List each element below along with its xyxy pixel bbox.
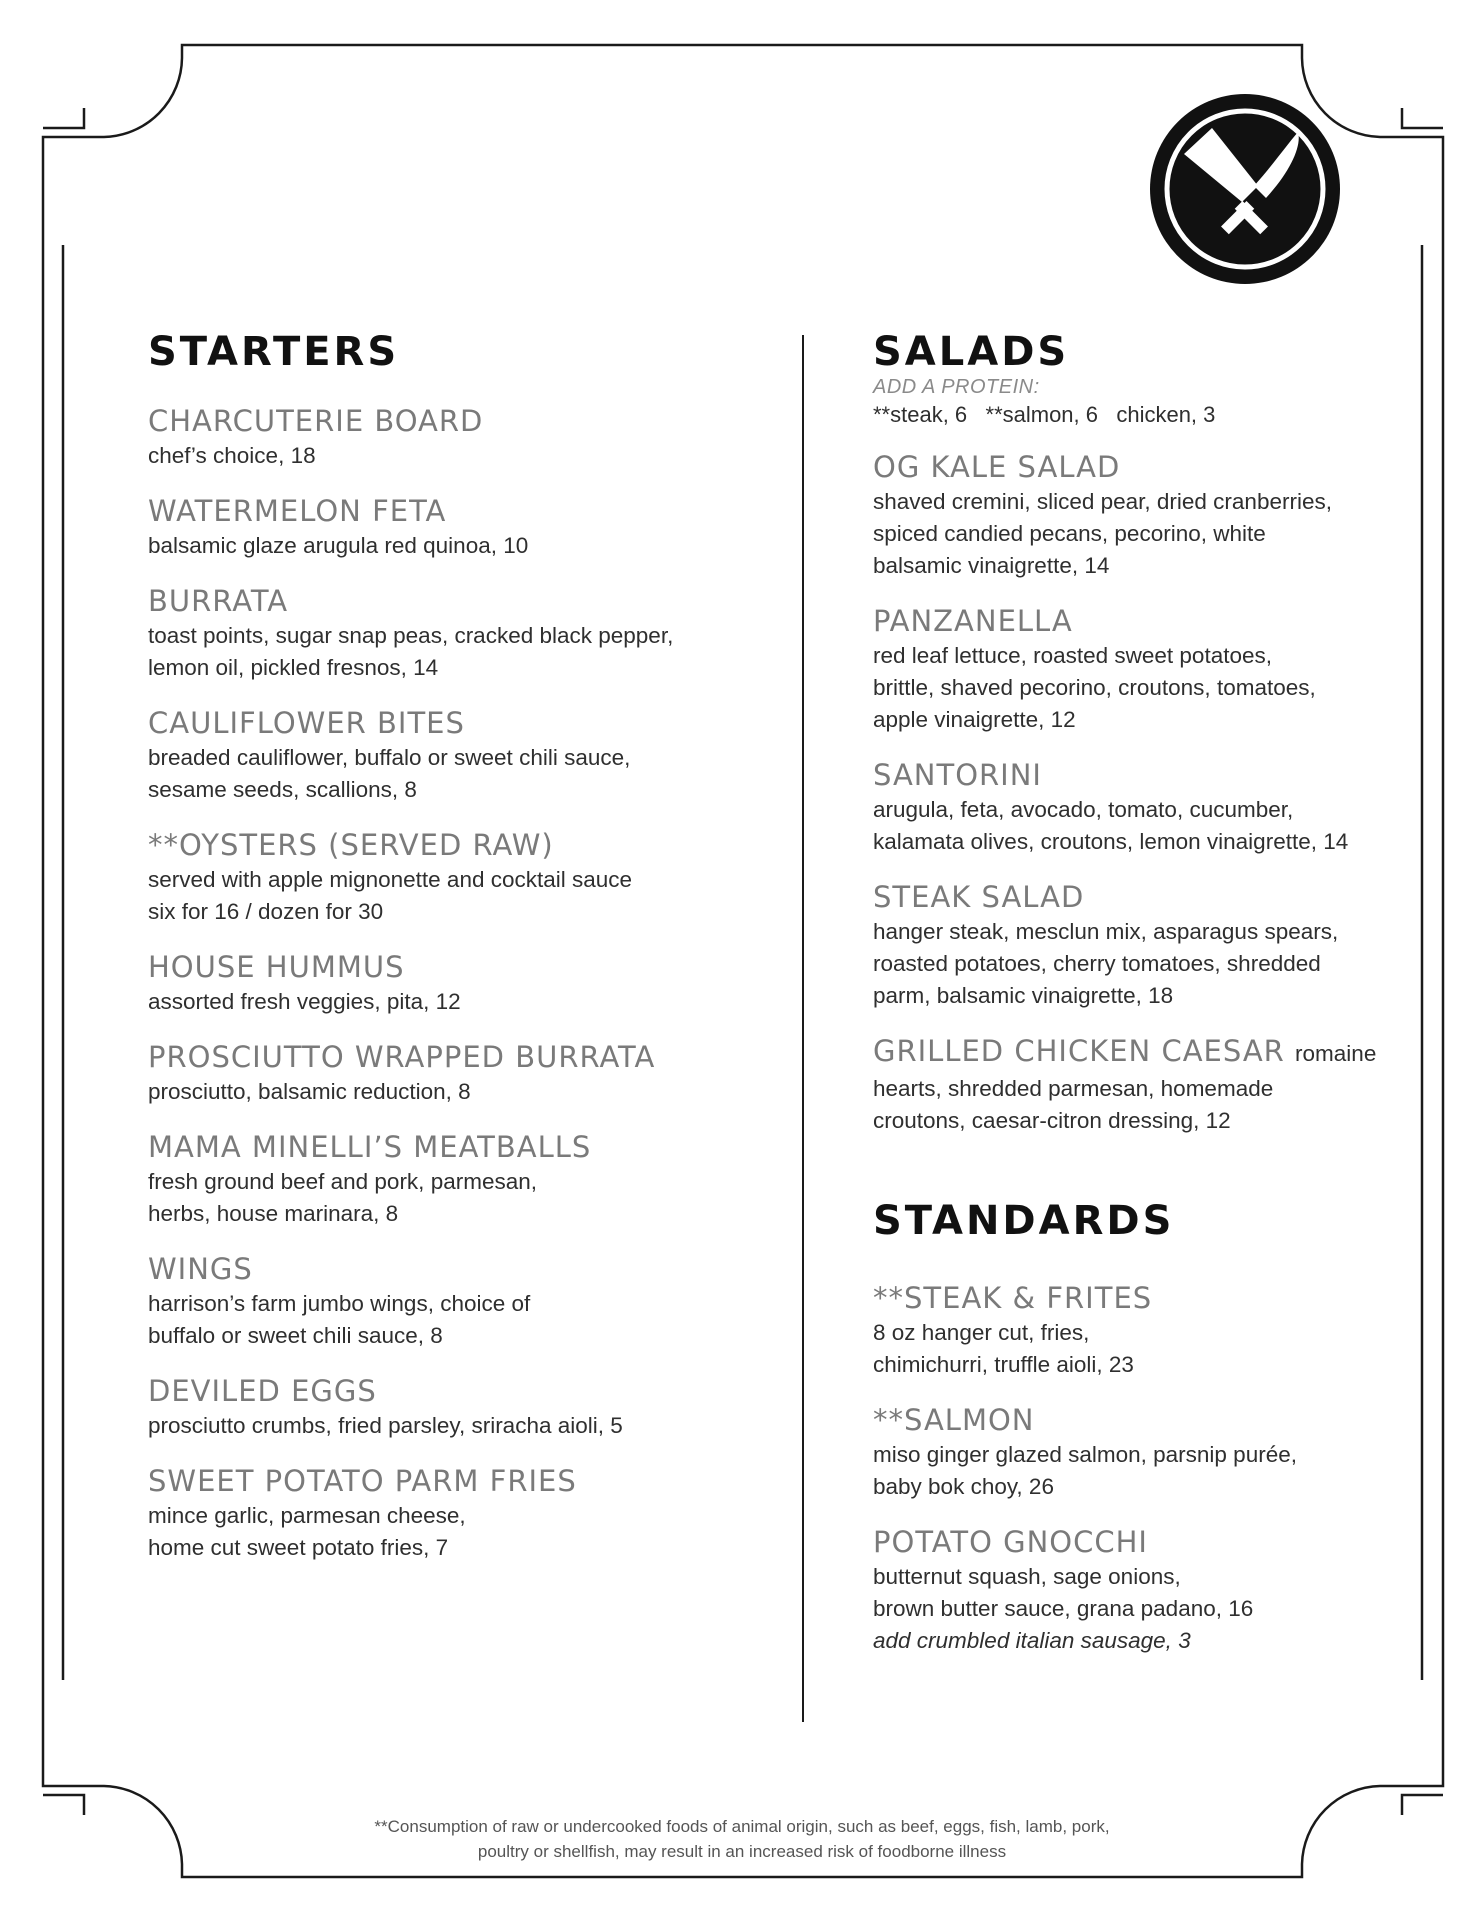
menu-item [148, 582, 768, 684]
menu-item-name [873, 1401, 1413, 1439]
menu-item-description [148, 1410, 768, 1442]
left-column [148, 322, 768, 1564]
menu-item-name-text: SANTORINI [873, 758, 1042, 792]
menu-item-name-text: HOUSE HUMMUS [148, 950, 405, 984]
menu-item-description [148, 1166, 768, 1230]
menu-item-description-line: brittle, shaved pecorino, croutons, tomatoes, [873, 675, 1316, 700]
menu-item-name [148, 492, 768, 530]
menu-item-description-line: sesame seeds, scallions, 8 [148, 777, 417, 802]
menu-item-description-line: harrison’s farm jumbo wings, choice of [148, 1291, 531, 1316]
menu-item-description-line: spiced candied pecans, pecorino, white [873, 521, 1266, 546]
menu-item-description [873, 1073, 1413, 1137]
menu-item-description-line: assorted fresh veggies, pita, 12 [148, 989, 461, 1014]
menu-item-name-text: GRILLED CHICKEN CAESAR [873, 1034, 1285, 1068]
menu-item [873, 756, 1413, 858]
menu-item [873, 1401, 1413, 1503]
menu-item-name [148, 1250, 768, 1288]
menu-item-name-text: **STEAK & FRITES [873, 1281, 1153, 1315]
menu-item-name [148, 1372, 768, 1410]
menu-item-description [873, 486, 1413, 582]
menu-item-description-line: served with apple mignonette and cocktail sauce [148, 867, 633, 892]
menu-item [873, 1523, 1413, 1657]
menu-item [148, 704, 768, 806]
menu-item [148, 1250, 768, 1352]
menu-item-name-text: WINGS [148, 1252, 253, 1286]
menu-item-description [873, 916, 1413, 1012]
menu-item [873, 1279, 1413, 1381]
menu-item [148, 1128, 768, 1230]
menu-item-description-line: roasted potatoes, cherry tomatoes, shredded [873, 951, 1321, 976]
menu-item-description-line: toast points, sugar snap peas, cracked black pepper, [148, 623, 674, 648]
menu-item-name-text: PROSCIUTTO WRAPPED BURRATA [148, 1040, 656, 1074]
menu-item-description-line: balsamic vinaigrette, 14 [873, 553, 1110, 578]
menu-item-description [873, 794, 1413, 858]
menu-item [148, 1372, 768, 1442]
menu-item-name [148, 1462, 768, 1500]
menu-item-description-line: baby bok choy, 26 [873, 1474, 1054, 1499]
menu-item-name [873, 878, 1413, 916]
menu-item-name [873, 602, 1413, 640]
menu-item-name [148, 1038, 768, 1076]
starters-list [148, 402, 768, 1564]
menu-item-description-line: breaded cauliflower, buffalo or sweet chili sauce, [148, 745, 631, 770]
menu-item-description [148, 1288, 768, 1352]
menu-item-description-line: home cut sweet potato fries, 7 [148, 1535, 449, 1560]
footer-line: **Consumption of raw or undercooked foods of animal origin, such as beef, eggs, fish, lamb, pork, [374, 1817, 1110, 1836]
menu-item-description-line: balsamic glaze arugula red quinoa, 10 [148, 533, 529, 558]
menu-item-name-text: CAULIFLOWER BITES [148, 706, 465, 740]
menu-item-description [148, 440, 768, 472]
menu-item-name-text: **SALMON [873, 1403, 1035, 1437]
menu-item-description [148, 530, 768, 562]
menu-item-description-line: herbs, house marinara, 8 [148, 1201, 399, 1226]
menu-item-description-line: apple vinaigrette, 12 [873, 707, 1076, 732]
menu-item-description-line: shaved cremini, sliced pear, dried cranberries, [873, 489, 1332, 514]
menu-item-description [873, 640, 1413, 736]
menu-item-description [148, 986, 768, 1018]
menu-item-description-line: chimichurri, truffle aioli, 23 [873, 1352, 1134, 1377]
standards-section [873, 1191, 1413, 1657]
menu-item-description-line: hearts, shredded parmesan, homemade [873, 1076, 1274, 1101]
menu-item-name-text: STEAK SALAD [873, 880, 1085, 914]
crossed-cleavers-icon [1150, 94, 1340, 284]
menu-item-name [873, 1523, 1413, 1561]
protein-label: ADD A PROTEIN: [873, 376, 1040, 398]
menu-item-description [148, 620, 768, 684]
menu-item-name-text: BURRATA [148, 584, 289, 618]
menu-item-name-text: PANZANELLA [873, 604, 1073, 638]
menu-item-name [148, 402, 768, 440]
menu-item-name-text: OG KALE SALAD [873, 450, 1121, 484]
salads-title: SALADS [873, 329, 1070, 375]
menu-item-name [148, 704, 768, 742]
menu-item-description-line: 8 oz hanger cut, fries, [873, 1320, 1090, 1345]
menu-item [873, 878, 1413, 1012]
menu-item-description-line: six for 16 / dozen for 30 [148, 899, 384, 924]
footer-line: poultry or shellfish, may result in an increased risk of foodborne illness [477, 1842, 1007, 1861]
column-divider [802, 335, 804, 1722]
menu-item-description [148, 742, 768, 806]
menu-item-description [148, 1076, 768, 1108]
menu-item [148, 492, 768, 562]
menu-item-description [148, 864, 768, 928]
menu-item-name-text: WATERMELON FETA [148, 494, 447, 528]
menu-item-description-line: prosciutto, balsamic reduction, 8 [148, 1079, 471, 1104]
menu-item-description-line: hanger steak, mesclun mix, asparagus spears, [873, 919, 1339, 944]
menu-item [873, 602, 1413, 736]
menu-item-name-text: SWEET POTATO PARM FRIES [148, 1464, 577, 1498]
menu-item [148, 1462, 768, 1564]
menu-item-description-line: brown butter sauce, grana padano, 16 [873, 1596, 1254, 1621]
standards-title: STANDARDS [873, 1198, 1175, 1244]
menu-item [148, 948, 768, 1018]
footer-disclaimer [0, 1814, 1484, 1864]
menu-item-inline-description: romaine [1295, 1041, 1377, 1066]
right-column [873, 322, 1413, 1657]
menu-item-name-text: DEVILED EGGS [148, 1374, 377, 1408]
starters-title: STARTERS [148, 329, 400, 375]
menu-item-addon: add crumbled italian sausage, 3 [873, 1628, 1191, 1653]
menu-item-name-text: **OYSTERS (SERVED RAW) [148, 828, 554, 862]
menu-item-name [148, 948, 768, 986]
menu-item-description-line: croutons, caesar-citron dressing, 12 [873, 1108, 1231, 1133]
menu-item-name-text: POTATO GNOCCHI [873, 1525, 1148, 1559]
menu-item-description-line: buffalo or sweet chili sauce, 8 [148, 1323, 443, 1348]
menu-item-description [148, 1500, 768, 1564]
menu-item-name [148, 1128, 768, 1166]
menu-item-description [873, 1561, 1413, 1657]
menu-item-name-text: CHARCUTERIE BOARD [148, 404, 484, 438]
menu-item-name [873, 1279, 1413, 1317]
protein-options: **steak, 6 **salmon, 6 chicken, 3 [873, 402, 1216, 427]
menu-item-name [148, 582, 768, 620]
menu-item-description-line: arugula, feta, avocado, tomato, cucumber, [873, 797, 1294, 822]
menu-item [873, 448, 1413, 582]
menu-item [873, 1032, 1413, 1137]
menu-item-name [148, 826, 768, 864]
menu-item-name [873, 1032, 1413, 1073]
salads-list [873, 448, 1413, 1137]
menu-item-description-line: prosciutto crumbs, fried parsley, sriracha aioli, 5 [148, 1413, 623, 1438]
menu-item-description-line: kalamata olives, croutons, lemon vinaigrette, 14 [873, 829, 1349, 854]
menu-item-description-line: red leaf lettuce, roasted sweet potatoes, [873, 643, 1272, 668]
menu-item [148, 402, 768, 472]
menu-item-description-line: fresh ground beef and pork, parmesan, [148, 1169, 537, 1194]
menu-item-description-line: miso ginger glazed salmon, parsnip purée, [873, 1442, 1297, 1467]
menu-item-description [873, 1317, 1413, 1381]
menu-item-description-line: chef’s choice, 18 [148, 443, 316, 468]
menu-item-name [873, 756, 1413, 794]
menu-item-description-line: butternut squash, sage onions, [873, 1564, 1181, 1589]
menu-item-name-text: MAMA MINELLI’S MEATBALLS [148, 1130, 592, 1164]
menu-item [148, 826, 768, 928]
menu-item-description-line: lemon oil, pickled fresnos, 14 [148, 655, 439, 680]
menu-item-description-line: mince garlic, parmesan cheese, [148, 1503, 466, 1528]
menu-item [148, 1038, 768, 1108]
menu-item-name [873, 448, 1413, 486]
standards-list [873, 1279, 1413, 1657]
menu-item-description [873, 1439, 1413, 1503]
menu-item-description-line: parm, balsamic vinaigrette, 18 [873, 983, 1174, 1008]
